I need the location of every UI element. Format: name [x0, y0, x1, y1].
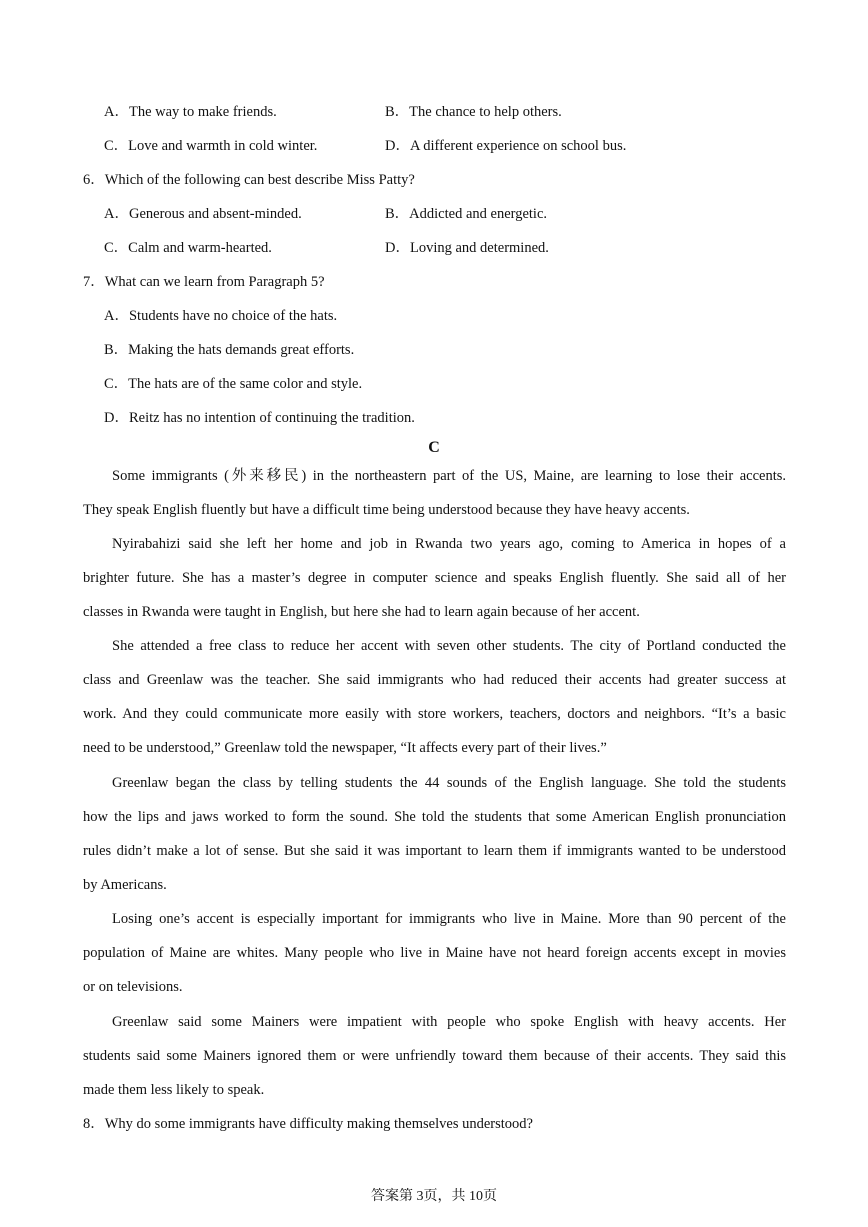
passage-p4-line-2: how the lips and jaws worked to form the sound. She told the students that some American English pronunciation [83, 809, 786, 825]
passage-p4-line-4: by Americans. [83, 877, 167, 893]
q6-option-a: A．Generous and absent-minded. [104, 206, 302, 222]
section-heading-c: C [428, 439, 440, 456]
passage-p2-line-1: Nyirabahizi said she left her home and job in Rwanda two years ago, coming to America in hopes of a [112, 536, 786, 552]
passage-p4-line-3: rules didn’t make a lot of sense. But she said it was important to learn them if immigrants wanted to be understood [83, 843, 786, 859]
passage-p1-line-2: They speak English fluently but have a difficult time being understood because they have heavy accents. [83, 502, 690, 518]
q6-option-b: B．Addicted and energetic. [385, 206, 547, 222]
passage-p5-line-3: or on televisions. [83, 979, 183, 995]
passage-p3-line-1: She attended a free class to reduce her accent with seven other students. The city of Portland conducted the [112, 638, 786, 654]
passage-p3-line-2: class and Greenlaw was the teacher. She said immigrants who had reduced their accents had greater success at [83, 672, 786, 688]
q7-option-a: A．Students have no choice of the hats. [104, 308, 338, 324]
passage-p3-line-4: need to be understood,” Greenlaw told the newspaper, “It affects every part of their lives.” [83, 740, 607, 756]
q7-option-b: B．Making the hats demands great efforts. [104, 342, 355, 358]
passage-p2-line-2: brighter future. She has a master’s degree in computer science and speaks English fluently. She said all of her [83, 570, 786, 586]
page-footer: 答案第 3页，共 10页 [371, 1189, 497, 1204]
passage-p5-line-2: population of Maine are whites. Many people who live in Maine have not heard foreign accents except in movies [83, 945, 786, 961]
q8-stem: 8．Why do some immigrants have difficulty making themselves understood? [83, 1116, 533, 1132]
passage-p6-line-2: students said some Mainers ignored them or were unfriendly toward them because of their accents. They said this [83, 1048, 786, 1064]
q7-option-d: D．Reitz has no intention of continuing the tradition. [104, 410, 415, 426]
passage-p5-line-1: Losing one’s accent is especially important for immigrants who live in Maine. More than 90 percent of the [112, 911, 786, 927]
q5-option-c: C．Love and warmth in cold winter. [104, 138, 318, 154]
q6-stem: 6．Which of the following can best describe Miss Patty? [83, 172, 415, 188]
passage-p6-line-3: made them less likely to speak. [83, 1082, 265, 1098]
q5-option-a: A．The way to make friends. [104, 104, 277, 120]
passage-p6-line-1: Greenlaw said some Mainers were impatient with people who spoke English with heavy accents. Her [112, 1014, 786, 1030]
passage-p1-line-1: Some immigrants (外来移民) in the northeastern part of the US, Maine, are learning to lose their accents. [112, 468, 786, 484]
q5-option-b: B．The chance to help others. [385, 104, 562, 120]
q5-option-d: D．A different experience on school bus. [385, 138, 627, 154]
passage-p4-line-1: Greenlaw began the class by telling students the 44 sounds of the English language. She told the students [112, 775, 786, 791]
q6-option-c: C．Calm and warm-hearted. [104, 240, 272, 256]
q7-option-c: C．The hats are of the same color and style. [104, 376, 363, 392]
q7-stem: 7．What can we learn from Paragraph 5? [83, 274, 325, 290]
q6-option-d: D．Loving and determined. [385, 240, 549, 256]
passage-p2-line-3: classes in Rwanda were taught in English, but here she had to learn again because of her accent. [83, 604, 640, 620]
passage-p3-line-3: work. And they could communicate more easily with store workers, teachers, doctors and neighbors. “It’s a basic [83, 706, 786, 722]
